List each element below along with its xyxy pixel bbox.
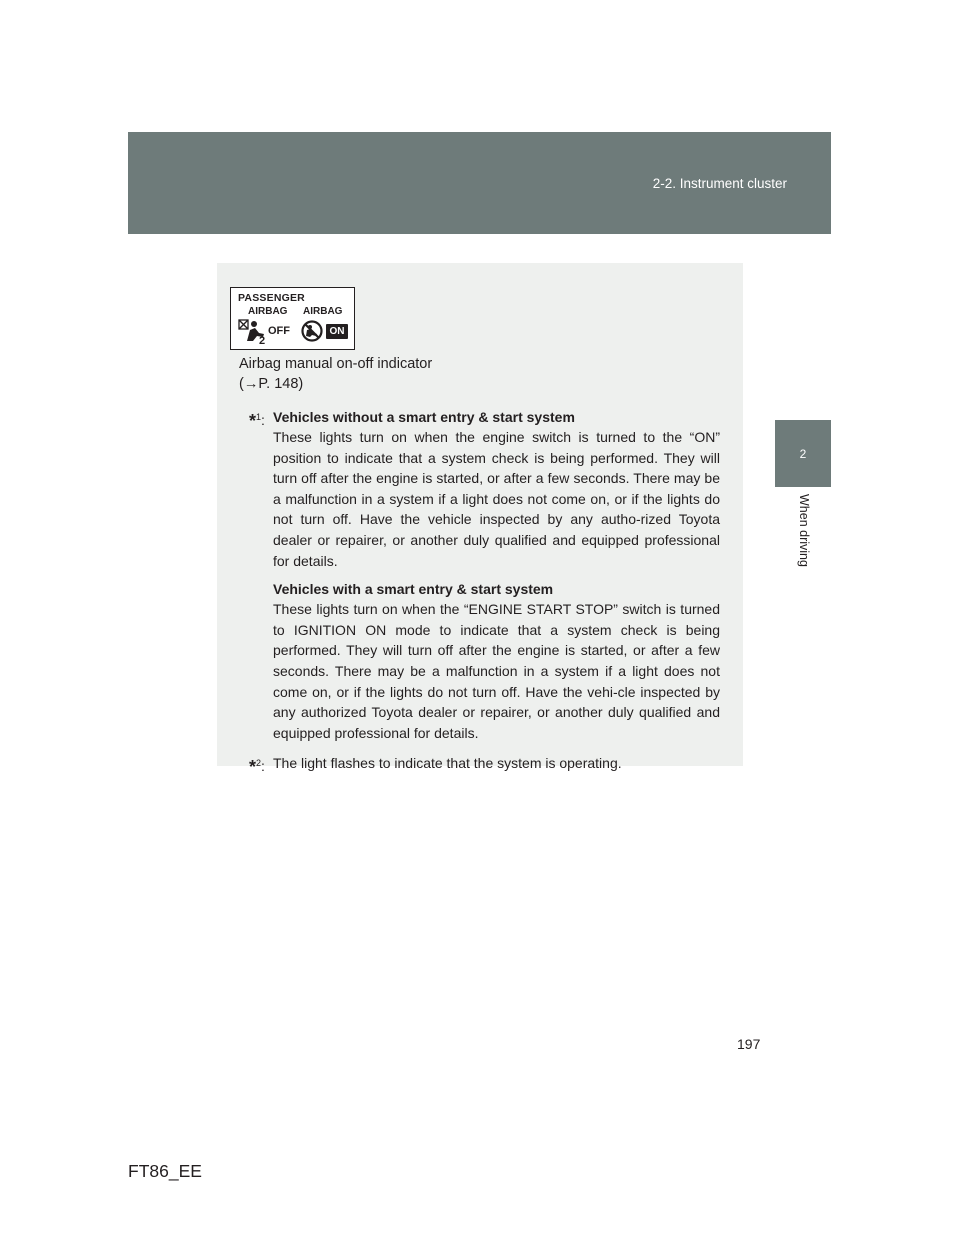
- person-subscript: 2: [259, 335, 266, 345]
- indicator-title: PASSENGER: [238, 292, 305, 304]
- section-header: [128, 132, 831, 234]
- footnote-1: [249, 407, 720, 743]
- passenger-airbag-off-icon: [237, 319, 269, 345]
- section-title: 2-2. Instrument cluster: [652, 176, 787, 191]
- footnote-marker: *$^1$:: [249, 411, 265, 431]
- footnote-marker: *$^2$:: [249, 757, 265, 778]
- indicator-label-left: AIRBAG: [248, 306, 288, 317]
- airbag-indicator-graphic: [230, 287, 355, 350]
- document-code: FT86_EE: [128, 1161, 202, 1181]
- footnote-body: These lights turn on when the engine switch is turned to the “ON” position to indicate that a system check is being performed. They will turn off after the engine is started, or after a few seconds. There may be a malfunction in a system if a light does not come on, or if the lights do not turn off. Have the vehicle inspected by any autho-rized Toyota dealer or repairer, or another duly qualified and equipped professional for details.: [273, 429, 720, 569]
- info-panel: [217, 263, 743, 778]
- footnote-heading: Vehicles with a smart entry & start system: [273, 581, 554, 598]
- chapter-label-text: When driving: [797, 494, 811, 567]
- page-number: 197: [737, 1036, 761, 1052]
- footnote-body: The light flashes to indicate that the system is operating.: [273, 755, 622, 772]
- indicator-off-text: OFF: [268, 325, 290, 337]
- footnote-body: These lights turn on when the “ENGINE START STOP” switch is turned to IGNITION ON mode to indicate that a system check is being performed. They will turn off after the engine is started, or after a few seconds. There may be a malfunction in a system if a light does not come on, or if the lights do not turn off. Have the vehi-cle inspected by any authorized Toyota dealer or repairer, or another duly qualified and equipped professional for details.: [273, 601, 720, 741]
- indicator-caption-title: Airbag manual on-off indicator: [239, 356, 433, 372]
- footnote-2: [249, 753, 720, 778]
- footnotes: [249, 407, 720, 784]
- indicator-caption: [239, 354, 432, 394]
- footnote-heading: Vehicles without a smart entry & start system: [273, 409, 575, 425]
- indicator-label-right: AIRBAG: [303, 306, 343, 317]
- chapter-number: 2: [799, 446, 807, 461]
- indicator-caption-reference: (→P. 148): [239, 376, 304, 392]
- passenger-airbag-prohibited-icon: [301, 320, 323, 342]
- indicator-on-badge: ON: [326, 324, 348, 339]
- chapter-tab: [775, 420, 831, 487]
